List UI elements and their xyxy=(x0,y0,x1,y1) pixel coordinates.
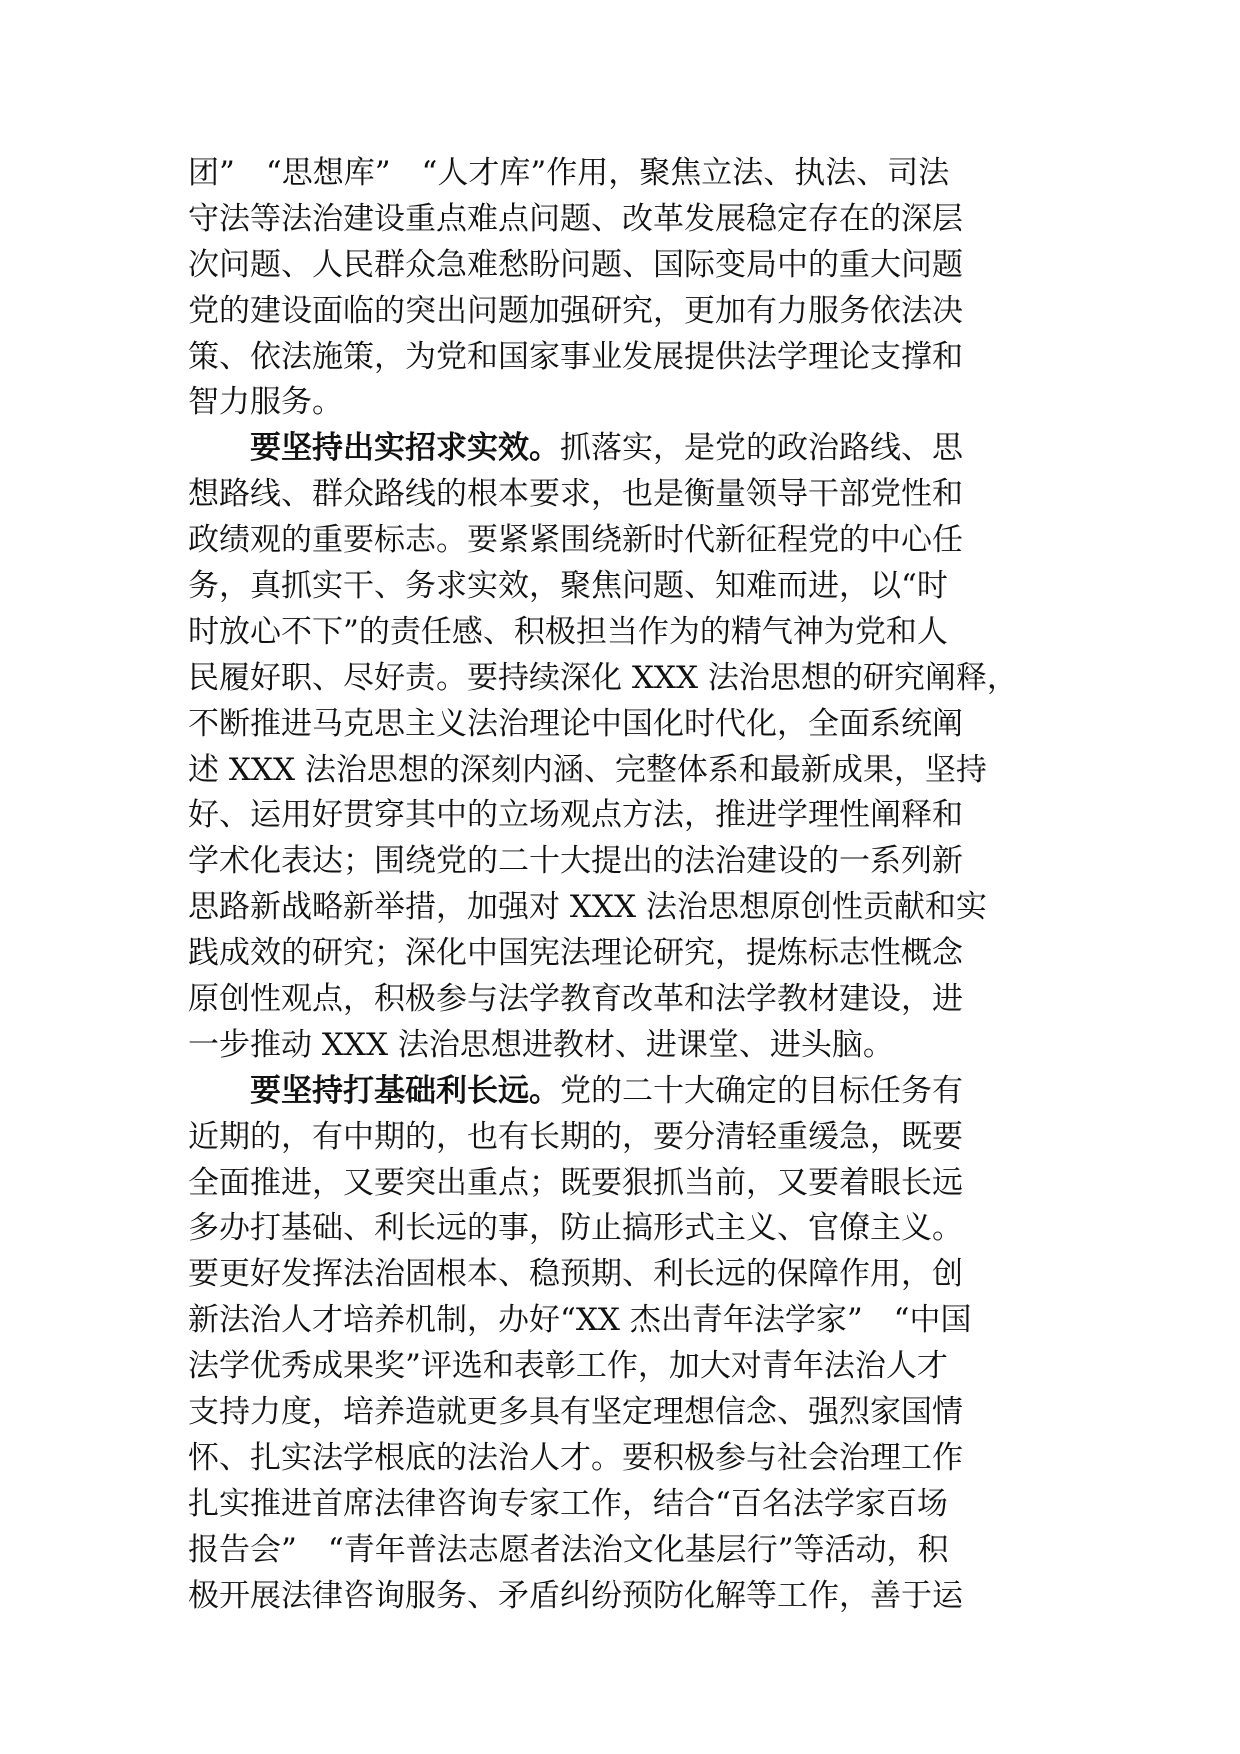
paragraph-3 xyxy=(188,1069,1056,1620)
text-line: 务，真抓实干、务求实效，聚焦问题、知难而进，以“时 xyxy=(188,568,948,605)
text-line: 近期的，有中期的，也有长期的，要分清轻重缓急，既要 xyxy=(188,1118,963,1155)
paragraph-text: 抓落实，是党的政治路线、思 xyxy=(560,430,963,467)
text-line: 报告会” “青年普法志愿者法治文化基层行”等活动，积 xyxy=(188,1531,949,1568)
text-line: 时放心不下”的责任感、积极担当作为的精气神为党和人 xyxy=(188,613,948,650)
text-line: 学术化表达；围绕党的二十大提出的法治建设的一系列新 xyxy=(188,843,963,880)
text-line: 全面推进，又要突出重点；既要狠抓当前，又要着眼长远 xyxy=(188,1164,963,1201)
text-line: 一步推动 XXX 法治思想进教材、进课堂、进头脑。 xyxy=(188,1026,894,1063)
text-line: 政绩观的重要标志。要紧紧围绕新时代新征程党的中心任 xyxy=(188,522,963,559)
text-line: 怀、扎实法学根底的法治人才。要积极参与社会治理工作 xyxy=(188,1439,963,1476)
text-line: 智力服务。 xyxy=(188,384,343,421)
text-line: 团” “思想库” “人才库”作用，聚焦立法、执法、司法 xyxy=(188,155,950,191)
text-line: 践成效的研究；深化中国宪法理论研究，提炼标志性概念 xyxy=(188,935,963,972)
paragraph-heading: 要坚持出实招求实效。 xyxy=(250,430,560,467)
text-line: 要更好发挥法治固根本、稳预期、利长远的保障作用，创 xyxy=(188,1256,963,1293)
paragraph-heading: 要坚持打基础利长远。 xyxy=(250,1072,560,1109)
text-line: 不断推进马克思主义法治理论中国化时代化，全面系统阐 xyxy=(188,705,963,742)
text-line-first xyxy=(188,426,1056,472)
text-line-first xyxy=(188,1069,1056,1115)
paragraph-text: 党的二十大确定的目标任务有 xyxy=(560,1072,963,1109)
text-line: 扎实推进首席法律咨询专家工作，结合“百名法学家百场 xyxy=(188,1485,948,1522)
paragraph-2 xyxy=(188,426,1056,1068)
text-line: 极开展法律咨询服务、矛盾纠纷预防化解等工作，善于运 xyxy=(188,1577,963,1614)
text-line: 想路线、群众路线的根本要求，也是衡量领导干部党性和 xyxy=(188,476,963,513)
text-line: 述 XXX 法治思想的深刻内涵、完整体系和最新成果，坚持 xyxy=(188,751,987,788)
text-line: 党的建设面临的突出问题加强研究，更加有力服务依法决 xyxy=(188,292,963,329)
text-line: 多办打基础、利长远的事，防止搞形式主义、官僚主义。 xyxy=(188,1210,963,1247)
text-line: 守法等法治建设重点难点问题、改革发展稳定存在的深层 xyxy=(188,200,963,237)
text-line: 新法治人才培养机制，办好“XX 杰出青年法学家” “中国 xyxy=(188,1302,972,1339)
text-line: 思路新战略新举措，加强对 XXX 法治思想原创性贡献和实 xyxy=(188,889,987,926)
text-line: 策、依法施策，为党和国家事业发展提供法学理论支撑和 xyxy=(188,338,963,375)
text-line: 原创性观点，积极参与法学教育改革和法学教材建设，进 xyxy=(188,981,963,1018)
text-line: 好、运用好贯穿其中的立场观点方法，推进学理性阐释和 xyxy=(188,797,963,834)
paragraph-1 xyxy=(188,151,1056,426)
text-line: 法学优秀成果奖”评选和表彰工作，加大对青年法治人才 xyxy=(188,1348,948,1385)
text-line: 支持力度，培养造就更多具有坚定理想信念、强烈家国情 xyxy=(188,1394,963,1431)
document-body xyxy=(188,151,1056,1620)
text-line: 次问题、人民群众急难愁盼问题、国际变局中的重大问题 xyxy=(188,246,963,283)
text-line: 民履好职、尽好责。要持续深化 XXX 法治思想的研究阐释， xyxy=(188,659,1018,696)
